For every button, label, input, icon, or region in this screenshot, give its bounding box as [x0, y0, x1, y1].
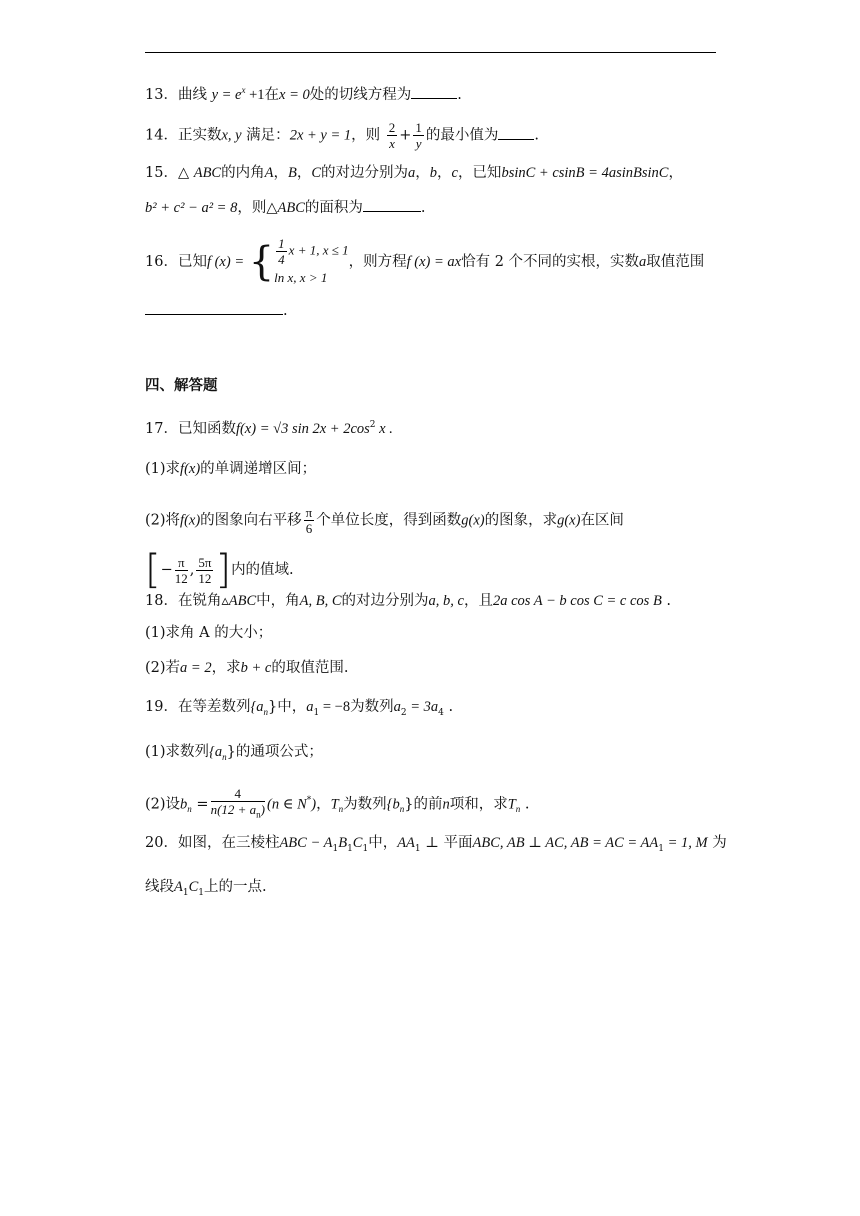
question-13: 13．曲线 $y = e^x +1$在x = 0处的切线方程为 .: [145, 85, 462, 103]
question-20-line-2: 线段$A_1C_1$上的一点.: [145, 879, 267, 898]
answer-blank: [498, 125, 534, 140]
question-16-answer: .: [145, 300, 288, 321]
question-15-line-1: 15．△ ABC的内角A，B，C的对边分别为a，b，c，已知bsinC + csinB = 4asinBsinC，: [145, 165, 683, 181]
piecewise-cases: $\frac{1}{4}$ x + 1, x ≤ 1 ln x, x > 1: [274, 236, 349, 285]
left-bracket: [: [145, 547, 161, 593]
question-15-line-2: b² + c² − a² = 8，则△ABC的面积为 .: [145, 197, 426, 218]
answer-blank: [145, 300, 283, 315]
question-19-part-2: (2)设$b_n$ = $\frac{4}{n(12 + a_n)}$ (n ∈ N*)，$T_n$为数列$\{b_n\}$的前n项和，求$T_n$ .: [145, 786, 530, 820]
header-rule: [145, 52, 716, 53]
question-17-interval: [− $\frac{\pi}{12}$ , $\frac{5\pi}{12}$ ]内的值域.: [145, 547, 294, 593]
question-18: 18．在锐角▵ABC中，角A, B, C的对边分别为a, b, c，且2a cos A − b cos C = c cos B .: [145, 593, 672, 609]
question-17-part-2: (2)将f(x)的图象向右平移 $\frac{\pi}{6}$ 个单位长度，得到函数g(x)的图象，求g(x)在区间: [145, 505, 624, 536]
question-19-part-1: (1)求数列$\{a_n\}$的通项公式；: [145, 744, 323, 762]
fraction: $\frac{1}{y}$: [415, 120, 422, 151]
fraction: $\frac{2}{x}$: [388, 120, 396, 151]
question-20: 20．如图，在三棱柱ABC − $A_1B_1C_1$中，$AA_1$ ⊥ 平面ABC, AB ⊥ AC, AB = AC = $AA_1 = 1$, M 为: [145, 835, 727, 854]
question-16: 16．已知f (x) = { $\frac{1}{4}$ x + 1, x ≤ 1 ln x, x > 1 ，则方程f (x) = ax恰有 2 个不同的实根，实数a取值范围: [145, 236, 704, 288]
question-18-part-1: (1)求角 A 的大小；: [145, 625, 273, 641]
question-17: 17．已知函数f(x) = √3 $\sin 2x + 2\cos^2$ x .: [145, 420, 393, 437]
section-heading: 四、解答题: [145, 377, 218, 394]
question-17-part-1: (1)求f(x)的单调递增区间；: [145, 461, 317, 477]
brace: {: [248, 239, 275, 285]
question-19: 19．在等差数列$\{a_n\}$中，$a_1 = -8$为数列$a_2 = 3a_4$ .: [145, 699, 454, 718]
question-14: 14．正实数x, y 满足：2x + y = 1，则 $\frac{2}{x}$ + $\frac{1}{y}$ 的最小值为 .: [145, 120, 540, 151]
answer-blank: [411, 84, 457, 99]
answer-blank: [363, 197, 421, 212]
question-18-part-2: (2)若a = 2，求b + c的取值范围.: [145, 660, 349, 676]
right-bracket: ]: [215, 547, 232, 593]
